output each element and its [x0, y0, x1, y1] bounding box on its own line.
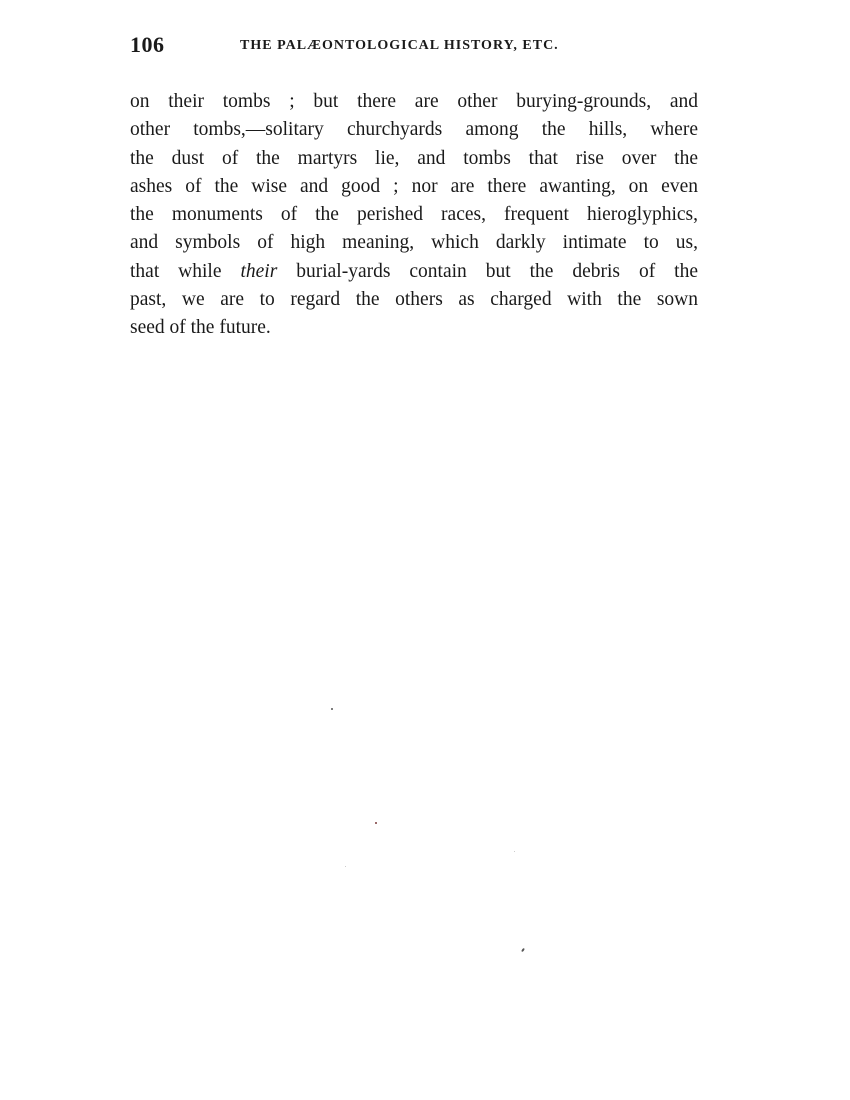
italic-word: their [240, 260, 278, 282]
scan-speck [375, 822, 377, 824]
text-line: on their tombs ; but there are other burying-grounds, and [130, 91, 698, 112]
scan-speck [514, 851, 515, 852]
scan-speck [345, 866, 346, 867]
body-paragraph [130, 88, 698, 343]
text-line: ashes of the wise and good ; nor are there awanting, on even [130, 175, 698, 197]
text-line: the monuments of the perished races, frequent hieroglyphics, [130, 204, 698, 226]
text-line: the dust of the martyrs lie, and tombs that rise over the [130, 147, 698, 169]
running-head [130, 32, 695, 62]
text-segment: that while [130, 260, 241, 282]
text-line: past, we are to regard the others as charged with the sown [130, 289, 698, 311]
text-line [130, 258, 698, 286]
text-line: other tombs,—solitary churchyards among the hills, where [130, 119, 698, 141]
scan-speck [331, 708, 333, 710]
text-segment: burial-yards contain but the debris of the [277, 260, 698, 282]
running-title: THE PALÆONTOLOGICAL HISTORY, ETC. [240, 38, 559, 53]
text-line: seed of the future. [130, 317, 271, 339]
text-line: and symbols of high meaning, which darkly intimate to us, [130, 232, 698, 254]
page-number: 106 [130, 32, 165, 57]
scan-speck [521, 948, 525, 952]
